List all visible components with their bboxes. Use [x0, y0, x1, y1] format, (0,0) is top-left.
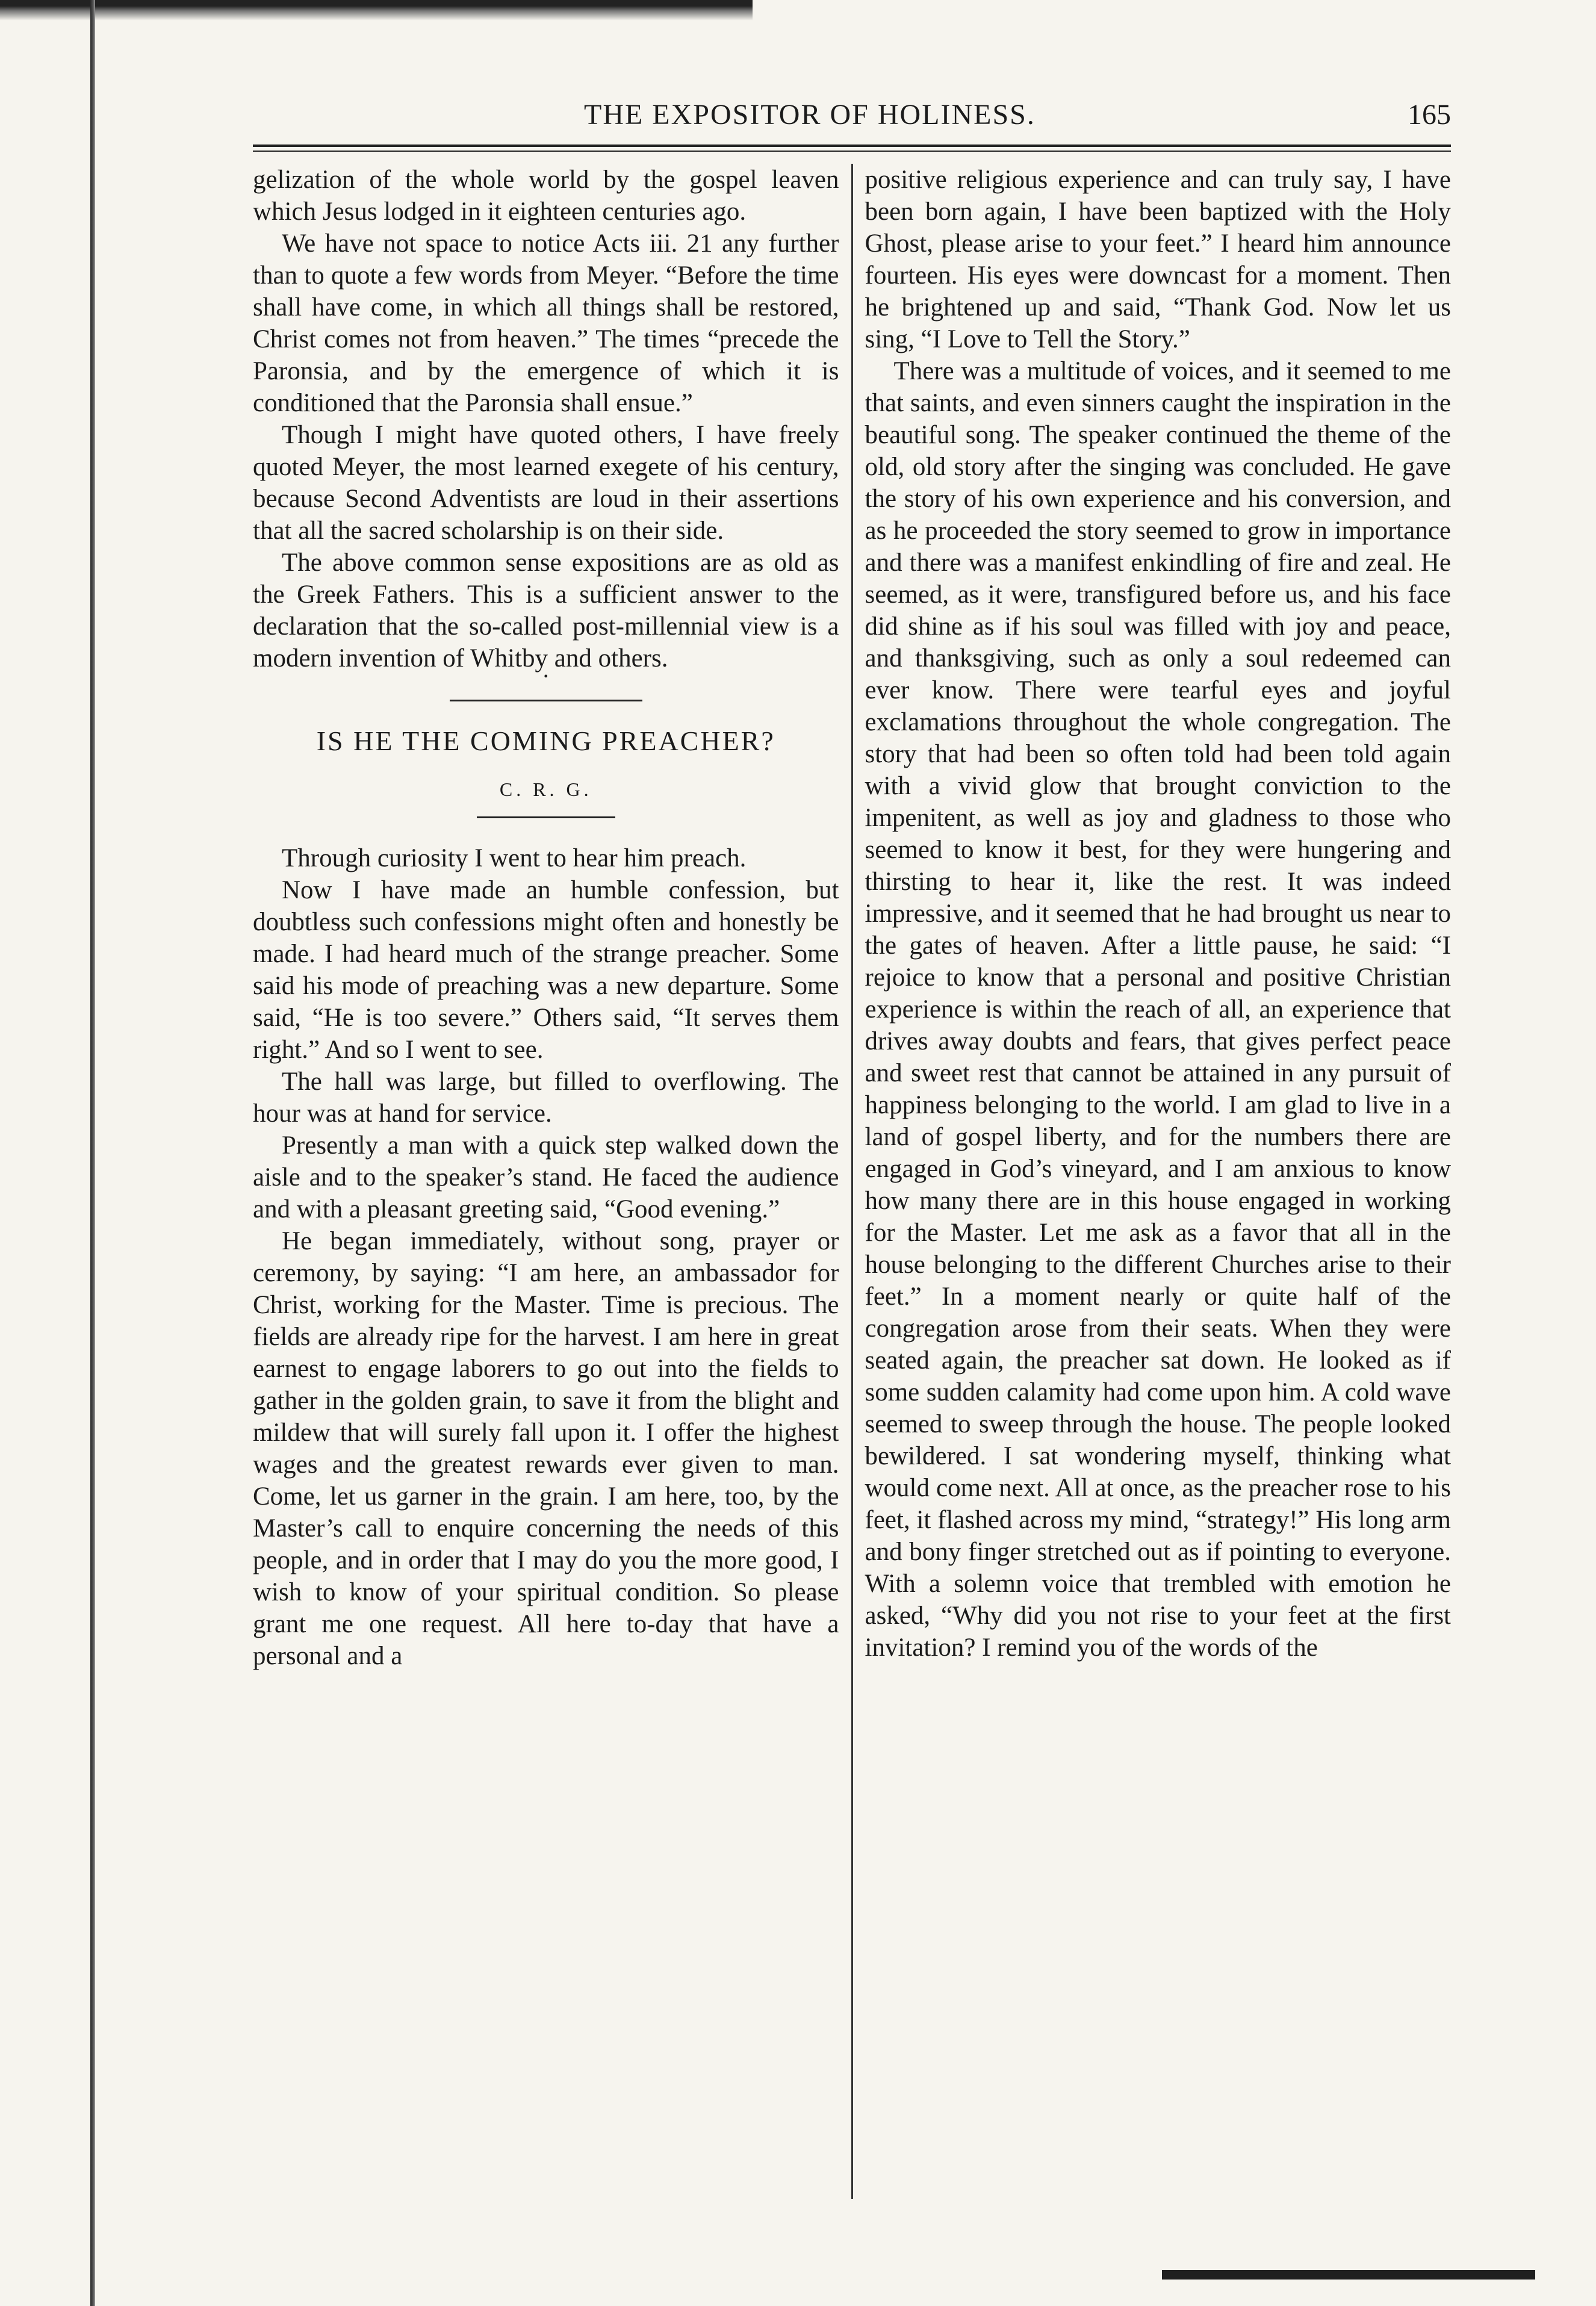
paragraph: Though I might have quoted others, I have freely quoted Meyer, the most learned exegete of his century, because Second Adventists are loud in their assertions that all the sacred scholarship is on their side. [253, 421, 839, 545]
paragraph: gelization of the whole world by the gospel leaven which Jesus lodged in it eighteen centuries ago. [253, 166, 839, 226]
paragraph: The above common sense expositions are as old as the Greek Fathers. This is a sufficient answer to the declaration that the so-called post-millennial view is a modern invention of Whitby and others. [253, 549, 839, 673]
paragraph: Presently a man with a quick step walked down the aisle and to the speaker’s stand. He faced the audience and with a pleasant greeting said, “Good evening.” [253, 1131, 839, 1223]
magazine-page [253, 78, 1451, 2258]
author-byline: C. R. G. [499, 779, 592, 800]
byline-divider [477, 816, 615, 818]
paragraph: Now I have made an humble confession, but doubtless such confessions might often and honestly be made. I had heard much of the strange preacher. Some said his mode of preaching was a new departure. Some said, “He is too severe.” Others said, “It serves them right.” And so I went to see. [253, 876, 839, 1064]
section-divider [450, 700, 642, 701]
binding-spine [90, 0, 95, 2306]
section-dot: • [544, 670, 548, 683]
paragraph: positive religious experience and can truly say, I have been born again, I have been baptized with the Holy Ghost, please arise to your feet.” I heard him announce fourteen. His eyes were downcast for a moment. Then he brightened up and said, “Thank God. Now let us sing, “I Love to Tell the Story.” [865, 166, 1451, 353]
left-column [253, 164, 851, 2199]
page-edge-tear [0, 0, 753, 20]
two-column-body [253, 164, 1451, 2199]
article-title: IS HE THE COMING PREACHER? [316, 726, 775, 756]
page-edge-mark [1162, 2270, 1535, 2280]
running-title: THE EXPOSITOR OF HOLINESS. [584, 99, 1036, 131]
paragraph: There was a multitude of voices, and it seemed to me that saints, and even sinners caught the inspiration in the beautiful song. The speaker continued the theme of the old, old story after the singing was concluded. He gave the story of his own experience and his conversion, and as he proceeded the story seemed to grow in importance and there was a manifest enkindling of fire and zeal. He seemed, as it were, transfigured before us, and his face did shine as if his soul was filled with joy and peace, and thanksgiving, such as only a soul redeemed can ever know. There were tearful eyes and joyful exclamations throughout the whole congregation. The story that had been so often told had been told again with a vivid glow that brought conviction to the impenitent, as well as joy and gladness to those who seemed to know it best, for they were hungering and thirsting to hear it, like the rest. It was indeed impressive, and it seemed that he had brought us near to the gates of heaven. After a little pause, he said: “I rejoice to know that a personal and positive Christian experience is within the reach of all, an experience that drives away doubts and fears, that gives perfect peace and sweet rest that cannot be attained in any pursuit of happiness belonging to the world. I am glad to live in a land of gospel liberty, and for the numbers there are engaged in God’s vineyard, and I am anxious to know how many there are in this house engaged in working for the Master. Let me ask as a favor that all in the house belonging to the different Churches arise to their feet.” In a moment nearly or quite half of the congregation arose from their seats. When they were seated again, the preacher sat down. He looked as if some sudden calamity had come upon him. A cold wave seemed to sweep through the house. The people looked bewildered. I sat wondering myself, thinking what would come next. All at once, as the preacher rose to his feet, it flashed across my mind, “strategy!” His long arm and bony finger stretched out as if pointing to everyone. With a solemn voice that trembled with emotion he asked, “Why did you not rise to your feet at the first invitation? I remind you of the words of the [865, 357, 1451, 1662]
paragraph: He began immediately, without song, prayer or ceremony, by saying: “I am here, an ambassador for Christ, working for the Master. Time is precious. The fields are already ripe for the harvest. I am here in great earnest to engage laborers to go out into the fields to gather in the golden grain, to save it from the blight and mildew that will surely fall upon it. I offer the highest wages and the greatest rewards ever given to man. Come, let us garner in the grain. I am here, too, by the Master’s call to enquire concerning the needs of this people, and in order that I may do you the more good, I wish to know of your spiritual condition. So please grant me one request. All here to-day that have a personal and a [253, 1227, 839, 1670]
paragraph: We have not space to notice Acts iii. 21 any further than to quote a few words from Meyer. “Before the time shall have come, in which all things shall be restored, Christ comes not from heaven.” The times “precede the Paronsia, and by the emergence of which it is conditioned that the Paronsia shall ensue.” [253, 229, 839, 417]
page-number: 165 [1408, 99, 1451, 131]
right-column [853, 164, 1452, 2199]
paragraph: Through curiosity I went to hear him preach. [282, 844, 747, 872]
header-rule [253, 145, 1451, 152]
paragraph: The hall was large, but filled to overflowing. The hour was at hand for service. [253, 1068, 839, 1128]
running-header [253, 78, 1451, 145]
